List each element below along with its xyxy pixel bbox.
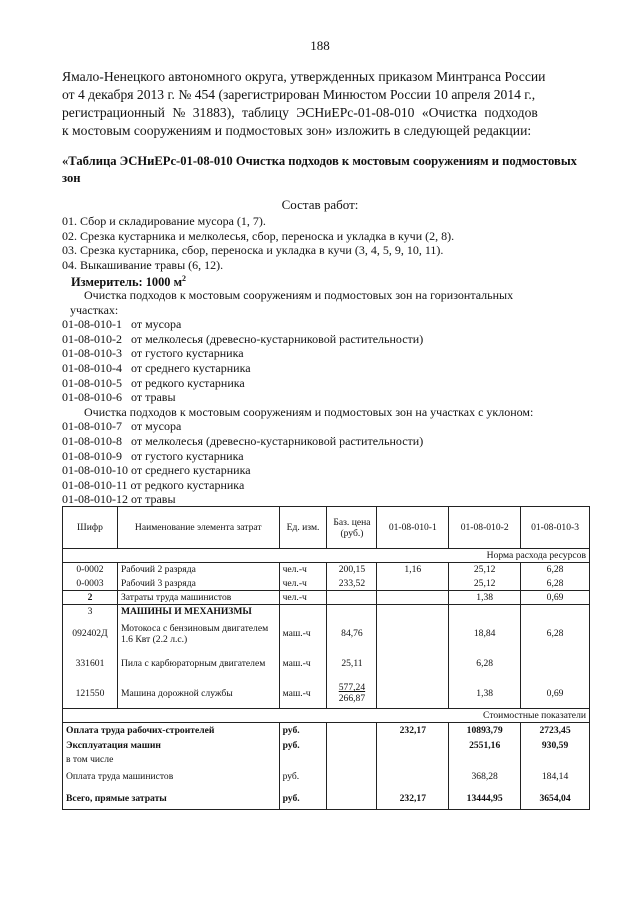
intro-line: Ямало-Ненецкого автономного округа, утвержденных приказом Минтранса России [62,69,546,84]
table-row: в том числе [63,753,590,766]
table-row: Всего, прямые затраты руб. 232,17 13444,95 3654,04 [63,788,590,810]
table-row: 121550 Машина дорожной службы маш.-ч 577,24 266,87 1,38 0,69 [63,679,590,709]
header-name: Наименование элемента затрат [117,507,279,549]
code-item: 01-08-010-10 от среднего кустарника [62,463,251,478]
work-item: 01. Сбор и складирование мусора (1, 7). [62,214,266,228]
table-row: 2 Затраты труда машинистов чел.-ч 1,38 0,69 [63,591,590,605]
intro-line: к мостовым сооружениям и подмостовых зон» изложить в следующей редакции: [62,123,532,138]
page-number: 188 [310,38,330,53]
table-title: «Таблица ЭСНиЕРс-01-08-010 Очистка подходов к мостовым сооружениям и подмостовых зон [62,154,577,185]
code-item: 01-08-010-6 от травы [62,390,176,405]
work-composition-list [62,214,454,290]
table-row: 0-0003 Рабочий 3 разряда чел.-ч 233,52 25,12 6,28 [63,577,590,591]
work-item: 03. Срезка кустарника, сбор, переноска и укладка в кучи (3, 4, 5, 9, 10, 11). [62,243,444,258]
code-item: 01-08-010-2 от мелколесья (древесно-кустарниковой растительности) [62,331,424,346]
code-item: 01-08-010-9 от густого кустарника [62,448,244,463]
horizontal-section: Очистка подходов к мостовым сооружениям и подмостовых зон на горизонтальных участках: 01-08-010-1 от мусора 01-08-010-2 от мелколесья (древесно-кустарниковой растительности) 01-08-010-3 от густого кустарника 01-08-010-4 от среднего кустарника 01-08-010-5 от редкого кустарника 01-08-010-6 от травы Очистка подходов к мостовым сооружениям и подмостовых зон на участках с уклоном: 01-08-010-7 от мусора 01-08-010-8 от мелколесья (древесно-кустарниковой растительности) 01-08-010-9 от густого кустарника 01-08-010-10 от среднего кустарника 01-08-010-11 от редкого кустарника 01-08-010-12 от травы [62,288,534,507]
code-item: 01-08-010-1 от мусора [62,317,182,332]
table-row: Оплата труда рабочих-строителей руб. 232,17 10893,79 2723,45 [63,723,590,739]
work-composition-heading: Состав работ: [281,197,359,212]
work-item: 02. Срезка кустарника и мелколесья, сбор, переноска и укладка в кучи (2, 8). [62,228,455,243]
header-price: Баз. цена (руб.) [327,507,377,549]
measurer: Измеритель: 1000 $м^2$ [71,274,187,290]
intro-paragraph [62,68,578,140]
table-row: 3 МАШИНЫ И МЕХАНИЗМЫ [63,605,590,619]
table-row: 092402Д Мотокоса с бензиновым двигателем 1.6 Квт (2.2 л.с.) маш.-ч 84,76 18,84 6,28 [63,619,590,649]
code-item: 01-08-010-8 от мелколесья (древесно-кустарниковой растительности) [62,433,424,448]
header-col1: 01-08-010-1 [377,507,449,549]
table-row: 331601 Пила с карбюраторным двигателем маш.-ч 25,11 6,28 [63,649,590,679]
code-item: 01-08-010-11 от редкого кустарника [62,477,245,492]
table-row: Оплата труда машинистов руб. 368,28 184,14 [63,766,590,788]
code-item: 01-08-010-4 от среднего кустарника [62,360,251,375]
table-header-row [63,507,590,549]
code-item: 01-08-010-5 от редкого кустарника [62,375,245,390]
code-item: 01-08-010-7 от мусора [62,419,182,434]
slope-heading: Очистка подходов к мостовым сооружениям и подмостовых зон на участках с уклоном: [84,404,534,419]
section-cost: Стоимостные показатели [63,709,590,723]
code-item: 01-08-010-12 от травы [62,492,176,507]
header-code: Шифр [63,507,118,549]
code-item: 01-08-010-3 от густого кустарника [62,346,244,361]
intro-line: регистрационный № 31883), таблицу ЭСНиЕРс-01-08-010 «Очистка подходов [62,105,538,120]
intro-line: от 4 декабря 2013 г. № 454 (зарегистрирован Минюстом России 10 апреля 2014 г., [62,87,536,102]
section-norm: Норма расхода ресурсов [63,549,590,563]
header-col2: 01-08-010-2 [449,507,521,549]
header-unit: Ед. изм. [279,507,327,549]
table-row: Эксплуатация машин руб. 2551,16 930,59 [63,739,590,753]
header-col3: 01-08-010-3 [521,507,590,549]
resource-table [62,506,590,810]
table-row: 0-0002 Рабочий 2 разряда чел.-ч 200,15 1,16 25,12 6,28 [63,563,590,577]
work-item: 04. Выкашивание травы (6, 12). [62,257,224,272]
